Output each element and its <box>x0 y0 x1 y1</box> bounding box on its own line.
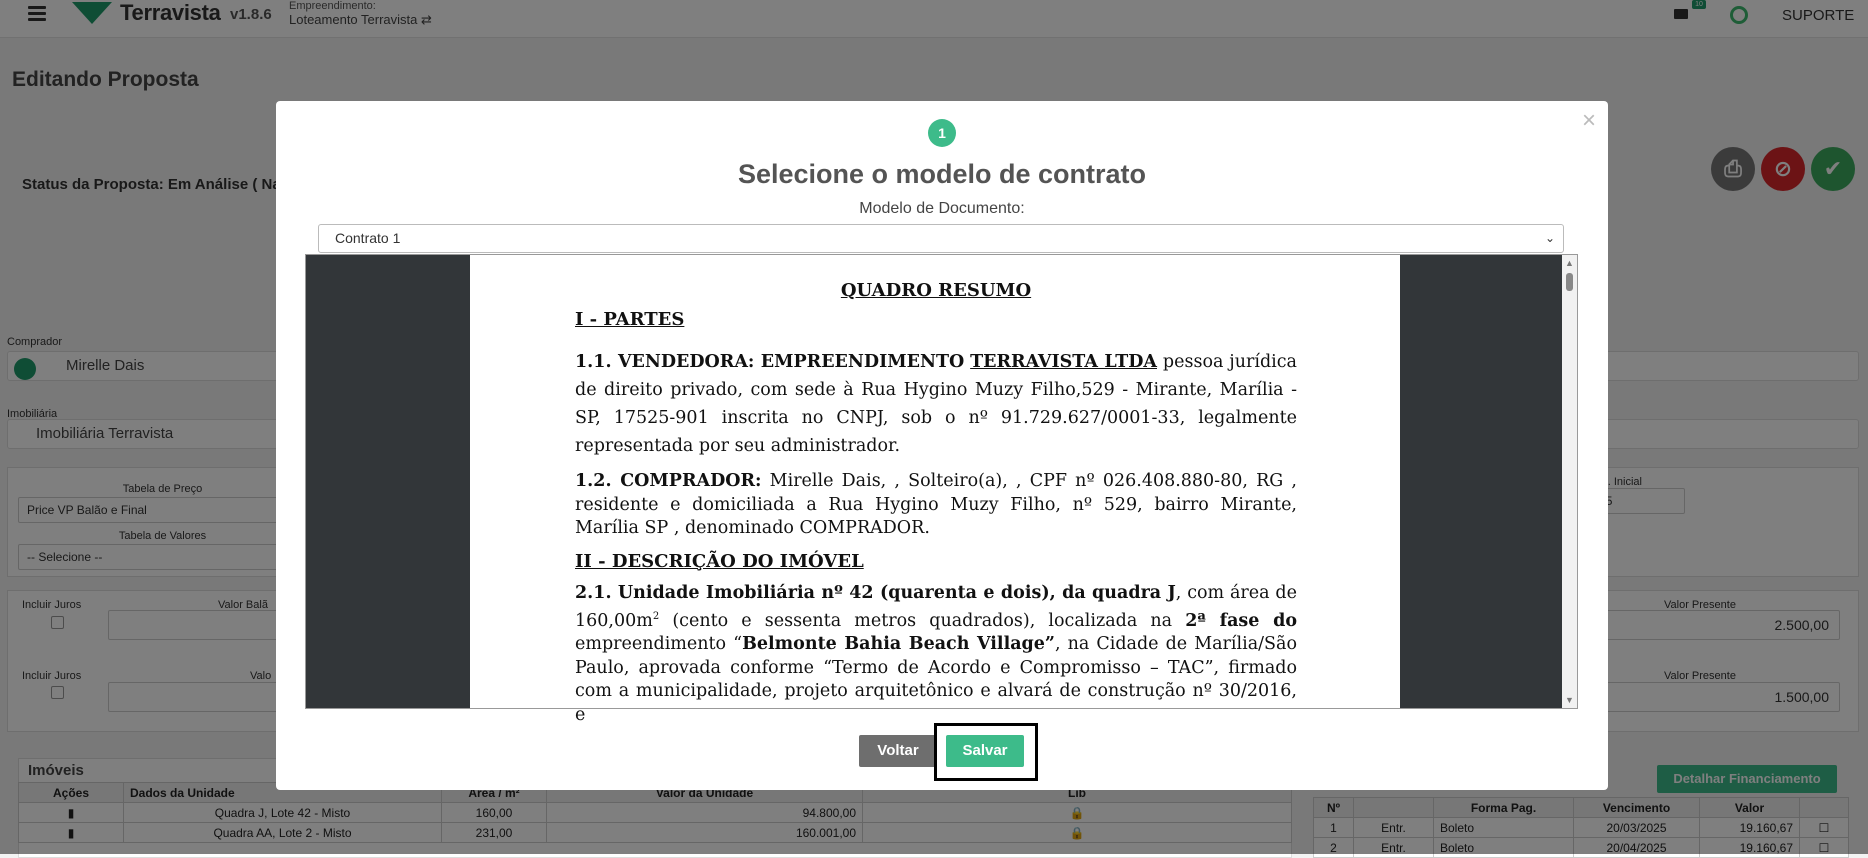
salvar-button[interactable]: Salvar <box>946 735 1024 767</box>
chevron-down-icon: ⌄ <box>1544 231 1555 245</box>
close-icon[interactable]: × <box>1581 107 1596 134</box>
comprador-doc-label: 1.2. COMPRADOR: <box>575 471 762 491</box>
doc-section-imovel: II - DESCRIÇÃO DO IMÓVEL <box>575 550 864 572</box>
modal-title: Selecione o modelo de contrato <box>737 159 1147 189</box>
unidade-text-d: , na Cidade de Marília/São Paulo, aprovada conforme “Termo de Acordo e Compromisso – TAC”, firmado com a municipalidade, projeto arquitetônico e alvará de construção nº 30/2016, e <box>575 634 1297 725</box>
unidade-text-c: empreendimento “ <box>575 634 743 655</box>
vendedora-company: TERRAVISTA LTDA <box>970 352 1158 372</box>
salvar-highlight <box>934 723 1038 781</box>
scroll-up-icon[interactable]: ▲ <box>1565 258 1574 268</box>
pdf-viewer[interactable] <box>305 254 1578 725</box>
scroll-down-icon[interactable]: ▼ <box>1565 695 1574 705</box>
pdf-scrollbar[interactable] <box>1562 255 1577 708</box>
doc-paragraph-vendedora <box>575 348 1297 460</box>
vendedora-label: 1.1. VENDEDORA: EMPREENDIMENTO <box>575 352 965 372</box>
unidade-empreendimento: Belmonte Bahia Beach Village” <box>742 634 1055 655</box>
contract-document <box>575 280 1297 737</box>
unidade-text-b: (cento e sessenta metros quadrados), localizada na <box>659 610 1186 631</box>
vendedora-text: pessoa jurídica de direito privado, com sede à Rua Hygino Muzy Filho,529 - Mirante, Marília - SP, 17525-901 inscrita no CNPJ, sob o nº 91.729.627/0001-33, legalmente representada por seu administrador. <box>575 352 1297 456</box>
doc-paragraph-comprador <box>575 470 1297 541</box>
doc-section-partes: I - PARTES <box>575 309 685 330</box>
pdf-page <box>470 255 1400 725</box>
unidade-sup: 2 <box>652 611 660 622</box>
unidade-fase: 2ª fase do <box>1185 610 1297 631</box>
document-model-value: Contrato 1 <box>335 230 401 246</box>
comprador-doc-text: Mirelle Dais, , Solteiro(a), , CPF nº 026.408.880-80, RG , residente e domiciliada a Rua Hygino Muzy Filho, nº 529, bairro Mirante, Marília SP , denominado COMPRADOR. <box>575 471 1297 538</box>
document-model-select[interactable] <box>318 224 1564 253</box>
contract-modal <box>276 101 1608 790</box>
doc-paragraph-unidade <box>575 582 1297 728</box>
unidade-doc-label: 2.1. Unidade Imobiliária nº 42 (quarenta e dois), da quadra J <box>575 582 1176 603</box>
document-model-label: Modelo de Documento: <box>859 200 1025 217</box>
scroll-thumb[interactable] <box>1566 273 1573 291</box>
unidade-text-a: , com área de 160,00m <box>575 582 1297 631</box>
voltar-button[interactable]: Voltar <box>859 735 937 767</box>
doc-heading: QUADRO RESUMO <box>840 280 1032 301</box>
step-badge: 1 <box>928 119 956 147</box>
